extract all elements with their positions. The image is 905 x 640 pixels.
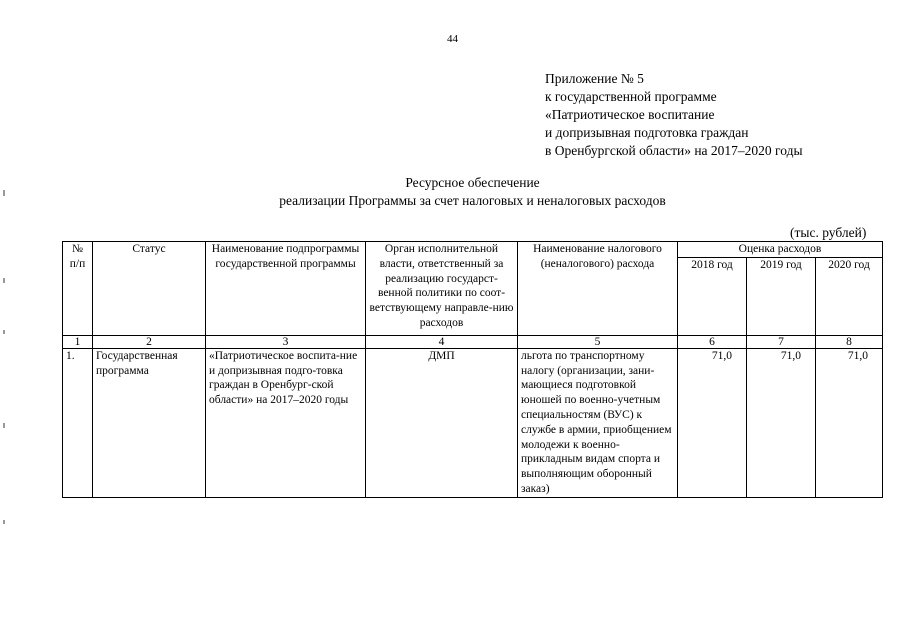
- header-subprogram: Наименование подпрограммы государственной программы: [206, 242, 366, 336]
- appendix-line-3: «Патриотическое воспитание: [545, 107, 715, 122]
- appendix-line-1: Приложение № 5: [545, 71, 644, 86]
- header-tax-name: Наименование налогового (неналогового) расхода: [518, 242, 678, 336]
- column-number: 7: [747, 335, 816, 348]
- column-number: 3: [206, 335, 366, 348]
- column-number: 8: [816, 335, 883, 348]
- row-authority: ДМП: [366, 348, 518, 497]
- row-value-2019: 71,0: [747, 348, 816, 497]
- header-num: № п/п: [63, 242, 93, 336]
- header-status: Статус: [93, 242, 206, 336]
- column-number: 6: [678, 335, 747, 348]
- column-number: 4: [366, 335, 518, 348]
- appendix-line-5: в Оренбургской области» на 2017–2020 годы: [545, 143, 803, 158]
- appendix-line-2: к государственной программе: [545, 89, 717, 104]
- table-row: [63, 348, 883, 497]
- header-year-2020: 2020 год: [816, 257, 883, 335]
- header-year-2019: 2019 год: [747, 257, 816, 335]
- scan-margin-mark: [3, 278, 5, 283]
- header-estimate: Оценка расходов: [678, 242, 883, 258]
- header-authority: Орган исполнительной власти, ответственный за реализацию государст-венной политики по соот-ветствующему направле-нию расходов: [366, 242, 518, 336]
- row-value-2020: 71,0: [816, 348, 883, 497]
- title-line-2: реализации Программы за счет налоговых и неналоговых расходов: [279, 193, 666, 208]
- column-number: 1: [63, 335, 93, 348]
- title-line-1: Ресурсное обеспечение: [405, 175, 540, 190]
- column-number-row: [63, 335, 883, 348]
- page-number: 44: [447, 33, 458, 45]
- row-value-2018: 71,0: [678, 348, 747, 497]
- column-number: 2: [93, 335, 206, 348]
- row-subprogram: «Патриотическое воспита-ние и допризывная подго-товка граждан в Оренбург-ской области» на 2017–2020 годы: [206, 348, 366, 497]
- header-year-2018: 2018 год: [678, 257, 747, 335]
- appendix-header: [545, 70, 803, 160]
- column-number: 5: [518, 335, 678, 348]
- scan-margin-mark: [3, 190, 5, 196]
- appendix-line-4: и допризывная подготовка граждан: [545, 125, 749, 140]
- row-status: Государственная программа: [93, 348, 206, 497]
- scan-margin-mark: [3, 520, 5, 524]
- document-title: [0, 174, 905, 210]
- scan-margin-mark: [3, 330, 5, 334]
- units-label: (тыс. рублей): [790, 225, 867, 240]
- row-tax-name: льгота по транспортному налогу (организации, зани-мающиеся подготовкой юношей по военно-учетным специальностям (ВУС) к службе в армии, приобщением молодежи к военно-прикладным видам спорта и выполняющим оборонный заказ): [518, 348, 678, 497]
- scan-margin-mark: [3, 423, 5, 428]
- row-num: 1.: [63, 348, 93, 497]
- header-row-1: [63, 242, 883, 258]
- resources-table: [62, 241, 883, 498]
